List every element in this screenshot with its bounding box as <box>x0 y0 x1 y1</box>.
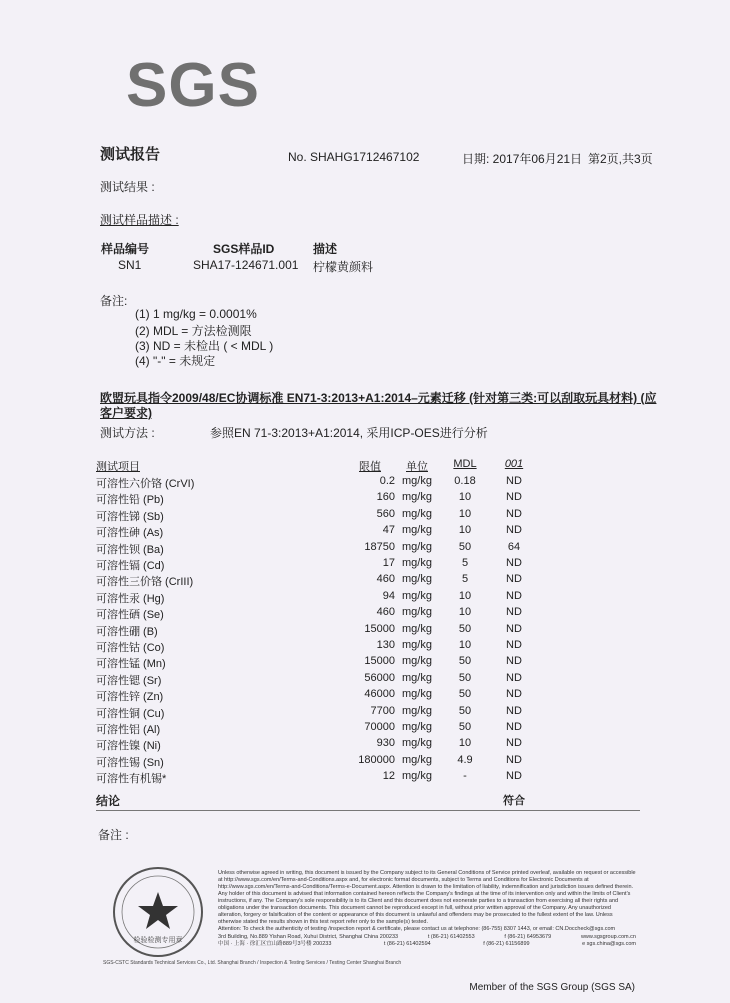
cell-mdl: 10 <box>458 606 472 619</box>
cell-result: ND <box>506 721 522 733</box>
cell-mdl: 10 <box>458 491 472 504</box>
footer-disclaimer: Unless otherwise agreed in writing, this document is issued by the Company subject to its General Conditions of Service printed overleaf, available on request or accessible at http://www.sgs.com/en/Terms-and-Conditions.aspx and, for electronic format documents, subject to Terms and Conditions for Electronic Documents at http://www.sgs.com/en/Terms-and-Conditions/Terms-e-Document.aspx. Attention is drawn to the limitation of liability, indemnification and jurisdiction issues defined therein. Any holder of this document is advised that information contained hereon reflects the Company's findings at the time of its intervention only and within the limits of Client's instructions, if any. The Company's sole responsibility is to its Client and this document does not exonerate parties to a transaction from exercising all their rights and obligations under the transaction documents. This document cannot be reproduced except in full, without prior written approval of the Company. Any unauthorized alteration, forgery or falsification of the content or appearance of this document is unlawful and offenders may be prosecuted to the fullest extent of the law. Unless otherwise stated the results shown in this test report refer only to the sample(s) tested. <box>218 870 636 925</box>
table-row <box>0 606 730 623</box>
method-text: 参照EN 71-3:2013+A1:2014, 采用ICP-OES进行分析 <box>210 426 488 440</box>
seal-caption: 检验检测专用章 <box>133 936 183 944</box>
footer-disclaimer-block <box>218 870 636 970</box>
cell-test-item: 可溶性锶 (Sr) <box>96 674 162 687</box>
cell-result: ND <box>506 688 522 701</box>
table-row <box>0 573 730 590</box>
cell-result: ND <box>506 507 522 520</box>
note-3: (3) ND = 未检出 ( < MDL ) <box>135 339 274 353</box>
footer-contact-row-cn <box>218 941 636 948</box>
cell-test-item: 可溶性锡 (Sn) <box>96 756 164 769</box>
conclusion-row <box>0 792 730 809</box>
footer-address-cn: 中国 · 上海 · 徐汇区宜山路889号3号楼 200233 <box>218 941 332 947</box>
cell-result: ND <box>506 589 522 602</box>
sample-desc: 柠檬黄颜料 <box>313 260 374 274</box>
cell-mdl: 10 <box>458 639 472 651</box>
cell-limit: 130 <box>376 639 395 651</box>
cell-test-item: 可溶性钡 (Ba) <box>96 543 164 556</box>
cell-unit: mg/kg <box>402 688 432 701</box>
table-row <box>0 475 730 492</box>
method-label: 测试方法 : <box>100 426 155 440</box>
table-row <box>0 655 730 672</box>
cell-unit: mg/kg <box>402 573 432 586</box>
cell-mdl: 50 <box>458 540 472 553</box>
cell-unit: mg/kg <box>402 606 432 619</box>
conclusion-value: 符合 <box>503 795 525 807</box>
header-limit: 限值 <box>359 461 381 473</box>
section-title: 欧盟玩具指令2009/48/EC协调标准 EN71-3:2013+A1:2014–元素迁移 (针对第三类:可以刮取玩具材料) (应客户要求) <box>100 391 657 420</box>
cell-unit: mg/kg <box>402 540 432 553</box>
sample-header-no: 样品编号 <box>101 242 150 256</box>
page-number: 第2页,共3页 <box>588 152 653 166</box>
sample-sgsid: SHA17-124671.001 <box>193 258 299 272</box>
cell-mdl: 10 <box>458 589 472 602</box>
cell-unit: mg/kg <box>402 655 432 668</box>
cell-test-item: 可溶性锑 (Sb) <box>96 510 164 523</box>
cell-test-item: 可溶性铝 (Al) <box>96 724 161 736</box>
cell-result: ND <box>506 606 522 619</box>
cell-result: ND <box>506 557 522 569</box>
table-row <box>0 623 730 640</box>
cell-unit: mg/kg <box>402 524 432 537</box>
cell-result: ND <box>506 704 522 717</box>
cell-unit: mg/kg <box>402 491 432 504</box>
footer-attention: Attention: To check the authenticity of testing /inspection report & certificate, please contact us at telephone: (86-755) 8307 1443, or email: CN.Doccheck@sgs.com <box>218 926 616 932</box>
sample-no: SN1 <box>118 258 142 272</box>
table-row <box>0 557 730 574</box>
cell-result: ND <box>506 737 522 750</box>
cell-unit: mg/kg <box>402 507 432 520</box>
cell-result: ND <box>506 639 522 651</box>
cell-result: ND <box>506 475 522 487</box>
cell-limit: 15000 <box>364 622 395 635</box>
cell-limit: 560 <box>376 507 395 520</box>
note-4: (4) "-" = 未规定 <box>135 354 216 368</box>
footer-tel-cn: t (86-21) 61402594 <box>383 941 431 947</box>
cell-mdl: - <box>463 770 467 783</box>
cell-mdl: 50 <box>458 704 472 717</box>
cell-mdl: 10 <box>458 507 472 520</box>
cell-unit: mg/kg <box>402 770 432 783</box>
cell-mdl: 50 <box>458 688 472 701</box>
cell-limit: 17 <box>382 557 395 569</box>
table-row <box>0 770 730 787</box>
cell-mdl: 10 <box>458 524 472 537</box>
cell-result: ND <box>506 491 522 504</box>
report-title: 测试报告 <box>100 146 161 163</box>
cell-unit: mg/kg <box>402 704 432 717</box>
cell-limit: 18750 <box>364 540 395 553</box>
sample-header-sgsid: SGS样品ID <box>213 242 275 256</box>
cell-test-item: 可溶性镉 (Cd) <box>96 560 165 572</box>
cell-test-item: 可溶性硒 (Se) <box>96 609 164 622</box>
cell-limit: 12 <box>382 770 395 783</box>
note-1: (1) 1 mg/kg = 0.0001% <box>135 307 257 321</box>
cell-limit: 70000 <box>364 721 395 733</box>
footer-fax-cn: f (86-21) 61156899 <box>483 941 530 947</box>
member-of-sgs: Member of the SGS Group (SGS SA) <box>469 982 635 993</box>
cell-mdl: 5 <box>461 557 469 569</box>
cell-test-item: 可溶性硼 (B) <box>96 625 158 638</box>
cell-limit: 0.2 <box>379 475 395 487</box>
inspection-seal-icon <box>108 862 208 962</box>
table-row <box>0 508 730 525</box>
footer-email: e sgs.china@sgs.com <box>582 941 636 947</box>
footer-contact-row-en <box>218 934 636 941</box>
cell-mdl: 0.18 <box>454 475 476 487</box>
cell-test-item: 可溶性镍 (Ni) <box>96 740 161 753</box>
cell-limit: 47 <box>382 524 395 537</box>
header-mdl: MDL <box>453 458 477 470</box>
table-row <box>0 541 730 558</box>
cell-mdl: 10 <box>458 737 472 750</box>
cell-limit: 930 <box>376 737 395 750</box>
table-row <box>0 688 730 705</box>
table-row <box>0 524 730 541</box>
cell-mdl: 50 <box>458 655 472 668</box>
table-row <box>0 737 730 754</box>
cell-unit: mg/kg <box>402 589 432 602</box>
cell-mdl: 50 <box>458 671 472 684</box>
cell-limit: 56000 <box>364 671 395 684</box>
conclusion-label: 结论 <box>96 794 121 808</box>
cell-result: ND <box>506 655 522 668</box>
conclusion-divider <box>96 810 640 811</box>
sample-header-desc: 描述 <box>313 242 338 256</box>
cell-limit: 46000 <box>364 688 395 701</box>
cell-limit: 460 <box>376 606 395 619</box>
cell-test-item: 可溶性六价铬 (CrVI) <box>96 478 195 490</box>
cell-test-item: 可溶性有机锡* <box>96 773 167 786</box>
test-result-label: 测试结果 : <box>100 180 155 194</box>
report-number: No. SHAHG1712467102 <box>288 150 420 164</box>
table-row <box>0 705 730 722</box>
header-unit: 单位 <box>406 461 428 473</box>
table-row <box>0 590 730 607</box>
cell-mdl: 4.9 <box>457 753 473 766</box>
cell-unit: mg/kg <box>402 557 432 569</box>
cell-test-item: 可溶性钴 (Co) <box>96 642 165 654</box>
sample-desc-label: 测试样品描述 : <box>100 213 179 227</box>
seal-text: SGS-CSTC Standards Technical Services Co., Ltd. Shanghai Branch / Inspection & Testing Services / Testing Center Shanghai Branch <box>103 960 402 966</box>
table-row <box>0 639 730 656</box>
results-header-row <box>0 458 730 475</box>
cell-unit: mg/kg <box>402 721 432 733</box>
header-test-item: 测试项目 <box>96 461 140 473</box>
cell-result: ND <box>506 753 522 766</box>
cell-test-item: 可溶性锌 (Zn) <box>96 691 164 704</box>
cell-limit: 460 <box>376 573 395 586</box>
cell-limit: 15000 <box>364 655 395 668</box>
cell-test-item: 可溶性砷 (As) <box>96 527 164 540</box>
notes-label: 备注: <box>100 294 128 308</box>
table-row <box>0 754 730 771</box>
footer-fax-en: f (86-21) 64953679 <box>504 934 552 940</box>
table-row <box>0 672 730 689</box>
cell-mdl: 50 <box>458 622 472 635</box>
cell-unit: mg/kg <box>402 475 432 487</box>
cell-result: ND <box>506 671 522 684</box>
cell-result: ND <box>506 770 522 783</box>
sgs-logo: SGS <box>126 51 260 120</box>
cell-result: ND <box>506 573 522 586</box>
cell-test-item: 可溶性三价铬 (CrIII) <box>96 576 194 589</box>
cell-unit: mg/kg <box>402 753 432 766</box>
cell-test-item: 可溶性汞 (Hg) <box>96 592 165 605</box>
table-row <box>0 721 730 738</box>
table-row <box>0 491 730 508</box>
footer-address-en: 3rd Building, No.889 Yishan Road, Xuhui District, Shanghai China 200233 <box>218 934 399 940</box>
cell-result: 64 <box>507 540 521 553</box>
cell-limit: 94 <box>382 589 395 602</box>
cell-limit: 7700 <box>370 704 395 717</box>
cell-test-item: 可溶性铅 (Pb) <box>96 494 164 507</box>
cell-result: ND <box>506 622 522 635</box>
cell-test-item: 可溶性锰 (Mn) <box>96 658 166 671</box>
footer-tel-en: t (86-21) 61402553 <box>427 934 475 940</box>
cell-test-item: 可溶性铜 (Cu) <box>96 707 165 720</box>
remarks-label: 备注 : <box>98 828 129 842</box>
cell-limit: 160 <box>376 491 395 504</box>
cell-unit: mg/kg <box>402 622 432 635</box>
cell-unit: mg/kg <box>402 737 432 750</box>
footer-web: www.sgsgroup.com.cn <box>580 934 636 940</box>
cell-unit: mg/kg <box>402 639 432 651</box>
note-2: (2) MDL = 方法检测限 <box>135 324 252 338</box>
cell-unit: mg/kg <box>402 671 432 684</box>
cell-limit: 180000 <box>358 753 395 766</box>
cell-mdl: 5 <box>461 573 469 586</box>
header-sample-001: 001 <box>504 458 524 470</box>
report-date: 日期: 2017年06月21日 <box>462 152 583 166</box>
cell-mdl: 50 <box>458 721 472 733</box>
cell-result: ND <box>506 524 522 537</box>
